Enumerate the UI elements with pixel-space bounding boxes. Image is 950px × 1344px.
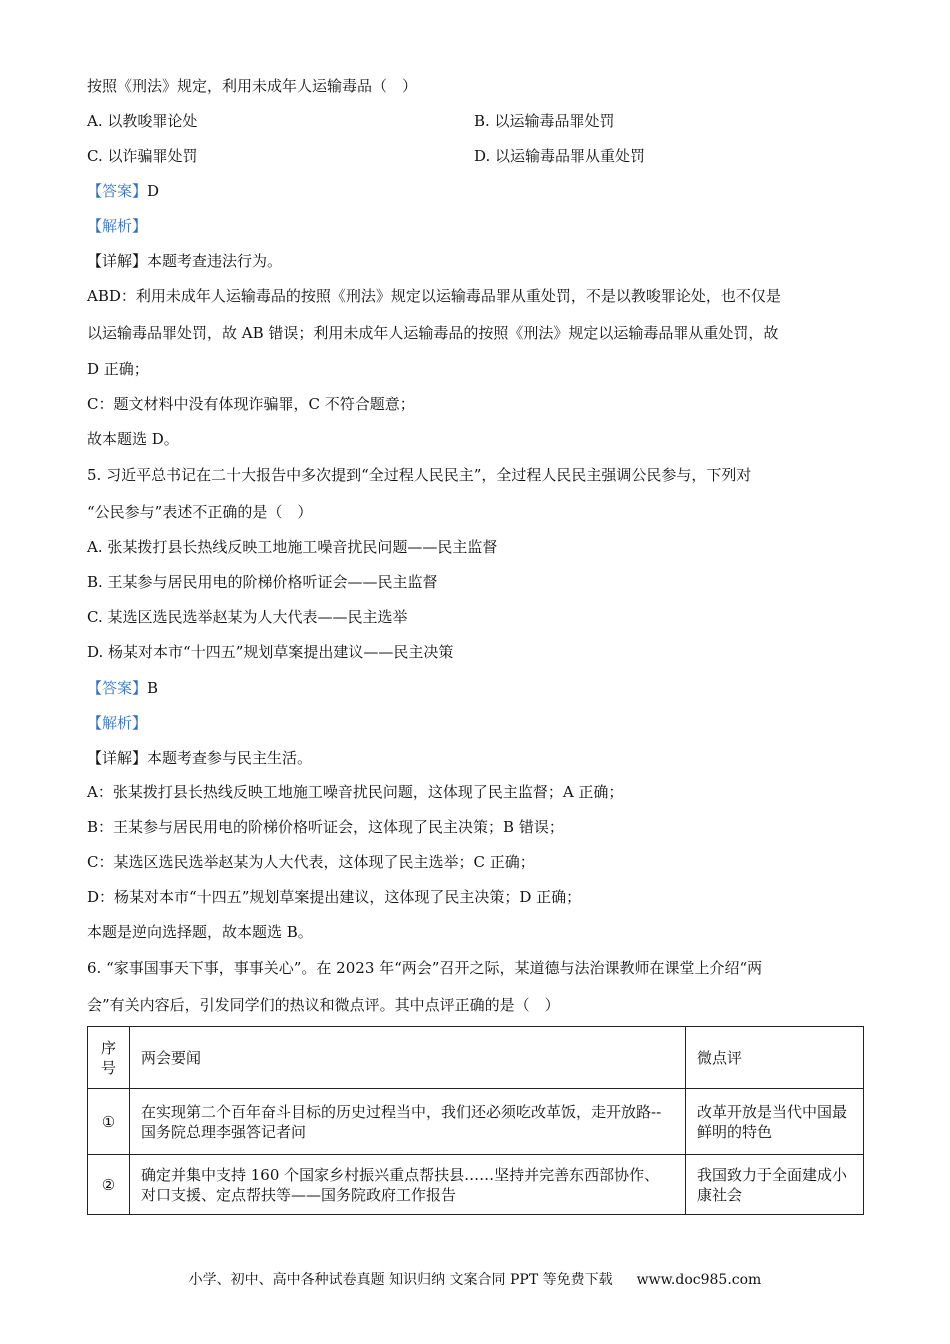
footer-link[interactable]: www.doc985.com (636, 1272, 762, 1288)
q6-table (87, 1026, 864, 1215)
row-comment: 改革开放是当代中国最鲜明的特色 (686, 1089, 864, 1155)
answer-value: D (147, 182, 160, 200)
q4-stem: 按照《刑法》规定，利用未成年人运输毒品（ ） (87, 77, 418, 95)
q5-option-a: A. 张某拨打县长热线反映工地施工噪音扰民问题——民主监督 (87, 538, 498, 556)
answer-value: B (147, 679, 159, 697)
row-index: ② (88, 1155, 130, 1215)
row-comment: 我国致力于全面建成小康社会 (686, 1155, 864, 1215)
q4-analysis-line: C：题文材料中没有体现诈骗罪，C 不符合题意； (87, 395, 415, 413)
q4-answer (87, 181, 159, 201)
q4-option-d: D. 以运输毒品罪从重处罚 (474, 147, 646, 165)
q6-stem-cont: 会”有关内容后，引发同学们的热议和微点评。其中点评正确的是（ ） (87, 996, 560, 1014)
q5-option-c: C. 某选区选民选举赵某为人大代表——民主选举 (87, 608, 408, 626)
q6-stem: 6. “家事国事天下事，事事关心”。在 2023 年“两会”召开之际，某道德与法治课教师在课堂上介绍“两 (87, 959, 763, 977)
q5-option-d: D. 杨某对本市“十四五”规划草案提出建议——民主决策 (87, 643, 454, 661)
header-comment: 微点评 (686, 1027, 864, 1089)
q5-answer (87, 678, 158, 698)
footer-text: 小学、初中、高中各种试卷真题 知识归纳 文案合同 PPT 等免费下载 (188, 1272, 613, 1288)
q4-analysis-line: D 正确； (87, 360, 149, 378)
q4-analysis-line: 以运输毒品罪处罚，故 AB 错误；利用未成年人运输毒品的按照《刑法》规定以运输毒品罪从重处罚，故 (87, 324, 779, 342)
row-news: 在实现第二个百年奋斗目标的历史过程当中，我们还必须吃改革饭，走开放路--国务院总理李强答记者问 (130, 1089, 686, 1155)
q4-option-a: A. 以教唆罪论处 (87, 112, 198, 130)
q4-option-c: C. 以诈骗罪处罚 (87, 147, 198, 165)
q4-option-b: B. 以运输毒品罪处罚 (474, 112, 615, 130)
row-news: 确定并集中支持 160 个国家乡村振兴重点帮扶县……坚持并完善东西部协作、对口支援、定点帮扶等——国务院政府工作报告 (130, 1155, 686, 1215)
header-news: 两会要闻 (130, 1027, 686, 1089)
q5-stem-cont: “公民参与”表述不正确的是（ ） (87, 503, 313, 521)
q4-detail: 【详解】本题考查违法行为。 (87, 252, 283, 270)
q5-detail: 【详解】本题考查参与民主生活。 (87, 749, 313, 767)
q5-analysis-tag: 【解析】 (87, 714, 148, 732)
header-index: 序号 (88, 1027, 130, 1089)
q5-analysis-line: B：王某参与居民用电的阶梯价格听证会，这体现了民主决策；B 错误； (87, 818, 564, 836)
q5-stem: 5. 习近平总书记在二十大报告中多次提到“全过程人民民主”，全过程人民民主强调公民参与，下列对 (87, 466, 752, 484)
answer-tag: 【答案】 (87, 182, 148, 200)
q4-analysis-line: 故本题选 D。 (87, 430, 179, 448)
page-footer (0, 1271, 950, 1289)
row-index: ① (88, 1089, 130, 1155)
table-row (88, 1089, 864, 1155)
q5-analysis-line: C：某选区选民选举赵某为人大代表，这体现了民主选举；C 正确； (87, 853, 535, 871)
q4-analysis-tag: 【解析】 (87, 217, 148, 235)
q5-analysis-line: 本题是逆向选择题，故本题选 B。 (87, 923, 313, 941)
q5-analysis-line: D：杨某对本市“十四五”规划草案提出建议，这体现了民主决策；D 正确； (87, 888, 582, 906)
q5-option-b: B. 王某参与居民用电的阶梯价格听证会——民主监督 (87, 573, 438, 591)
q5-analysis-line: A：张某拨打县长热线反映工地施工噪音扰民问题，这体现了民主监督；A 正确； (87, 783, 624, 801)
answer-tag: 【答案】 (87, 679, 148, 697)
table-row (88, 1155, 864, 1215)
table-header-row (88, 1027, 864, 1089)
q4-analysis-line: ABD：利用未成年人运输毒品的按照《刑法》规定以运输毒品罪从重处罚，不是以教唆罪论处，也不仅是 (87, 287, 781, 305)
